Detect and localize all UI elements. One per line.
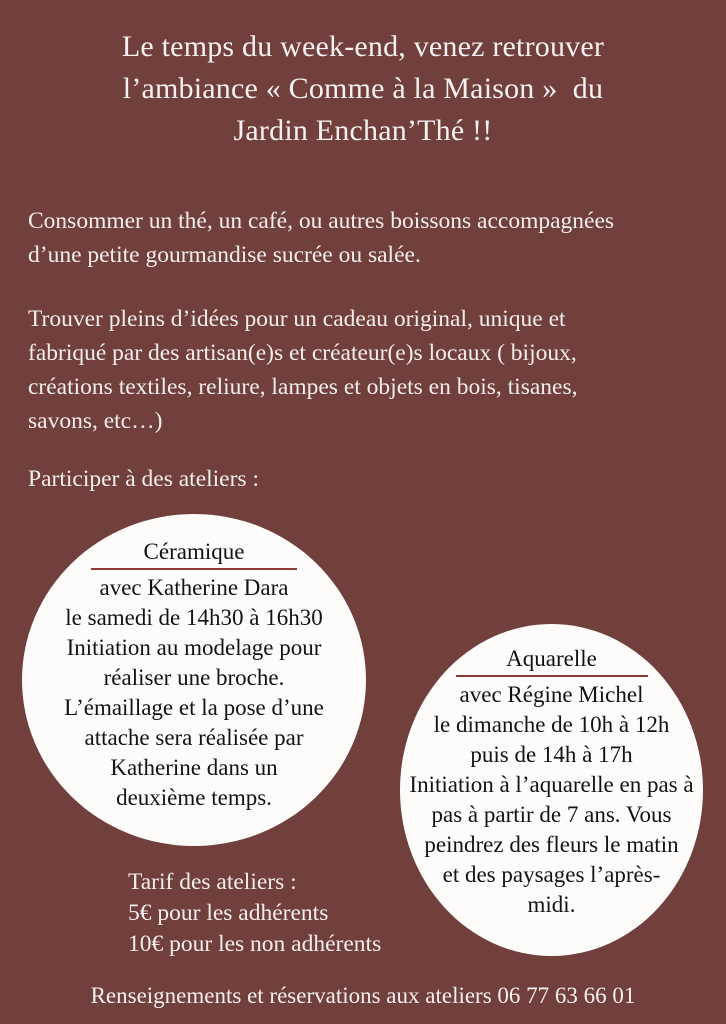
ceramique-line-1: avec Katherine Dara: [99, 575, 289, 600]
ceramique-line-4: réaliser une broche.: [103, 665, 285, 690]
ceramique-line-2: le samedi de 14h30 à 16h30: [65, 605, 323, 630]
paragraph-boissons: [28, 204, 704, 272]
tarif-label: Tarif des ateliers :: [128, 869, 297, 895]
aquarelle-line-6: peindrez des fleurs le matin: [424, 832, 679, 857]
tarif-non-adherents: 10€ pour les non adhérents: [128, 931, 382, 957]
page-title: [45, 26, 681, 152]
aquarelle-line-2: le dimanche de 10h à 12h: [433, 712, 670, 737]
ceramique-line-7: Katherine dans un: [110, 755, 278, 780]
paragraph-cadeaux-line-4: savons, etc…): [28, 408, 163, 434]
ceramique-line-5: L’émaillage et la pose d’une: [64, 695, 324, 720]
paragraph-cadeaux-line-3: créations textiles, reliure, lampes et objets en bois, tisanes,: [28, 374, 578, 400]
workshop-body-aquarelle: [406, 680, 698, 920]
ceramique-line-8: deuxième temps.: [116, 785, 272, 810]
ceramique-line-3: Initiation au modelage pour: [66, 635, 322, 660]
ceramique-line-6: attache sera réalisée par: [84, 725, 304, 750]
workshop-circle-aquarelle: [400, 624, 703, 956]
paragraph-cadeaux-line-2: fabriqué par des artisan(e)s et créateur(e)s locaux ( bijoux,: [28, 340, 577, 366]
aquarelle-line-5: pas à partir de 7 ans. Vous: [431, 802, 672, 827]
contact-footer: Renseignements et réservations aux ateliers 06 77 63 66 01: [90, 983, 636, 1008]
tarif-adherents: 5€ pour les adhérents: [128, 900, 329, 926]
aquarelle-line-8: midi.: [527, 892, 576, 917]
workshop-heading-ceramique: Céramique: [91, 539, 297, 570]
title-line-1: Le temps du week-end, venez retrouver: [121, 30, 605, 63]
title-line-3: Jardin Enchan’Thé !!: [233, 114, 493, 147]
aquarelle-line-1: avec Régine Michel: [459, 682, 644, 707]
workshop-circle-ceramique: [22, 514, 366, 846]
workshop-body-ceramique: [29, 573, 359, 813]
paragraph-boissons-line-2: d’une petite gourmandise sucrée ou salée.: [28, 242, 421, 268]
aquarelle-line-4: Initiation à l’aquarelle en pas à: [409, 772, 694, 797]
paragraph-ateliers: [28, 462, 704, 496]
workshop-heading-aquarelle: Aquarelle: [456, 646, 648, 677]
aquarelle-line-7: et des paysages l’après-: [442, 862, 661, 887]
paragraph-ateliers-line-1: Participer à des ateliers :: [28, 466, 259, 492]
aquarelle-line-3: puis de 14h à 17h: [470, 742, 633, 767]
title-line-2: l’ambiance « Comme à la Maison » du: [122, 72, 604, 105]
paragraph-cadeaux-line-1: Trouver pleins d’idées pour un cadeau original, unique et: [28, 306, 566, 332]
paragraph-cadeaux: [28, 302, 704, 438]
paragraph-boissons-line-1: Consommer un thé, un café, ou autres boissons accompagnées: [28, 208, 615, 234]
